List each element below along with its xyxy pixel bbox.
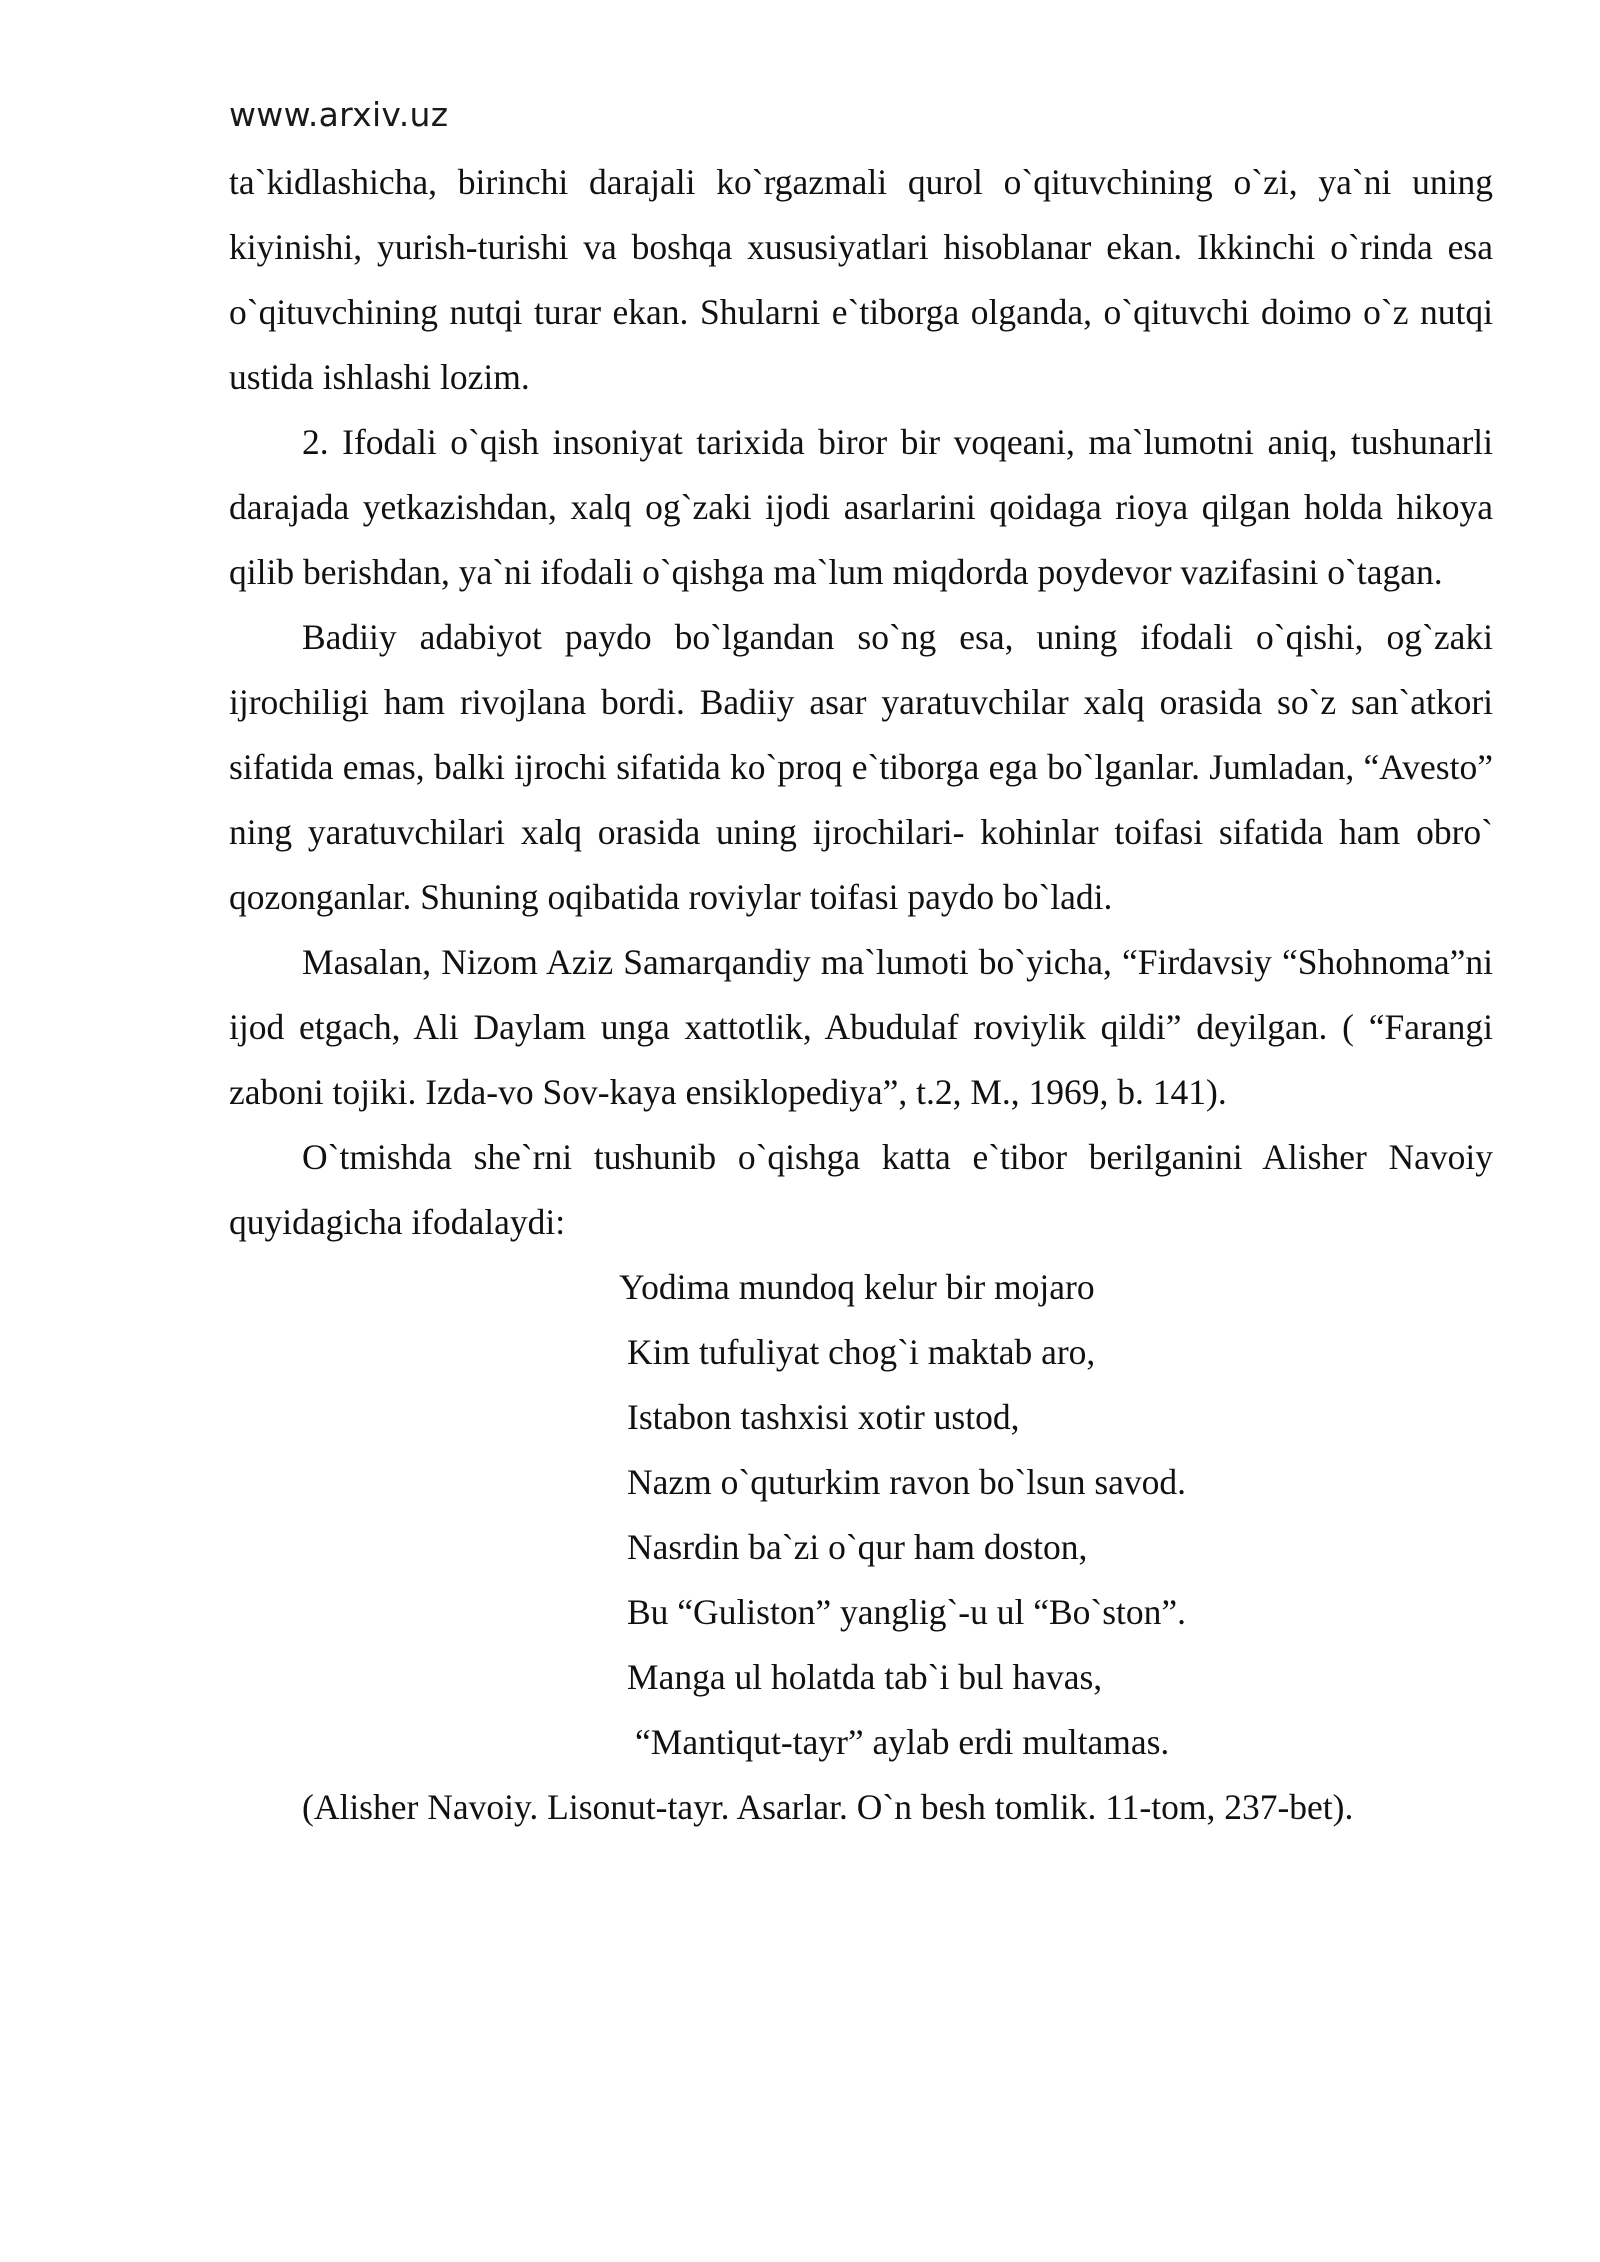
- paragraph-5: O`tmishda she`rni tushunib o`qishga katta e`tibor berilganini Alisher Navoiy quyidagicha ifodalaydi:: [229, 1137, 1493, 1242]
- poem-line-5: Nasrdin ba`zi o`qur ham doston,: [627, 1527, 1088, 1567]
- poem-citation: (Alisher Navoiy. Lisonut-tayr. Asarlar. O`n besh tomlik. 11-tom, 237-bet).: [302, 1787, 1354, 1827]
- paragraph-4: Masalan, Nizom Aziz Samarqandiy ma`lumoti bo`yicha, “Firdavsiy “Shohnoma”ni ijod etgach, Ali Daylam unga xattotlik, Abudulaf roviylik qildi” deyilgan. ( “Farangi zaboni tojiki. Izda-vo Sov-kaya ensiklopediya”, t.2, M., 1969, b. 141).: [229, 942, 1493, 1112]
- paragraph-2: 2. Ifodali o`qish insoniyat tarixida biror bir voqeani, ma`lumotni aniq, tushunarli darajada yetkazishdan, xalq og`zaki ijodi asarlarini qoidaga rioya qilgan holda hikoya qilib berishdan, ya`ni ifodali o`qishga ma`lum miqdorda poydevor vazifasini o`tagan.: [229, 422, 1493, 592]
- poem-line-4: Nazm o`quturkim ravon bo`lsun savod.: [627, 1462, 1187, 1502]
- paragraph-3: Badiiy adabiyot paydo bo`lgandan so`ng esa, uning ifodali o`qishi, og`zaki ijrochiligi ham rivojlana bordi. Badiiy asar yaratuvchilar xalq orasida so`z san`atkori sifatida emas, balki ijrochi sifatida ko`proq e`tiborga ega bo`lganlar. Jumladan, “Avesto” ning yaratuvchilari xalq orasida uning ijrochilari- kohinlar toifasi sifatida ham obro` qozonganlar. Shuning oqibatida roviylar toifasi paydo bo`ladi.: [229, 617, 1493, 917]
- poem-line-6: Bu “Guliston” yanglig`-u ul “Bo`ston”.: [627, 1592, 1187, 1632]
- poem-line-8: “Mantiqut-tayr” aylab erdi multamas.: [635, 1722, 1170, 1762]
- poem-line-1: Yodima mundoq kelur bir mojaro: [619, 1267, 1095, 1307]
- poem-line-7: Manga ul holatda tab`i bul havas,: [627, 1657, 1103, 1697]
- site-watermark: www.arxiv.uz: [229, 95, 449, 134]
- poem-line-3: Istabon tashxisi xotir ustod,: [627, 1397, 1020, 1437]
- document-body: [229, 150, 1493, 1840]
- poem-block: [229, 1255, 1493, 1775]
- poem-line-2: Kim tufuliyat chog`i maktab aro,: [627, 1332, 1096, 1372]
- paragraph-1: ta`kidlashicha, birinchi darajali ko`rgazmali qurol o`qituvchining o`zi, ya`ni uning kiyinishi, yurish-turishi va boshqa xususiyatlari hisoblanar ekan. Ikkinchi o`rinda esa o`qituvchining nutqi turar ekan. Shularni e`tiborga olganda, o`qituvchi doimo o`z nutqi ustida ishlashi lozim.: [229, 162, 1493, 397]
